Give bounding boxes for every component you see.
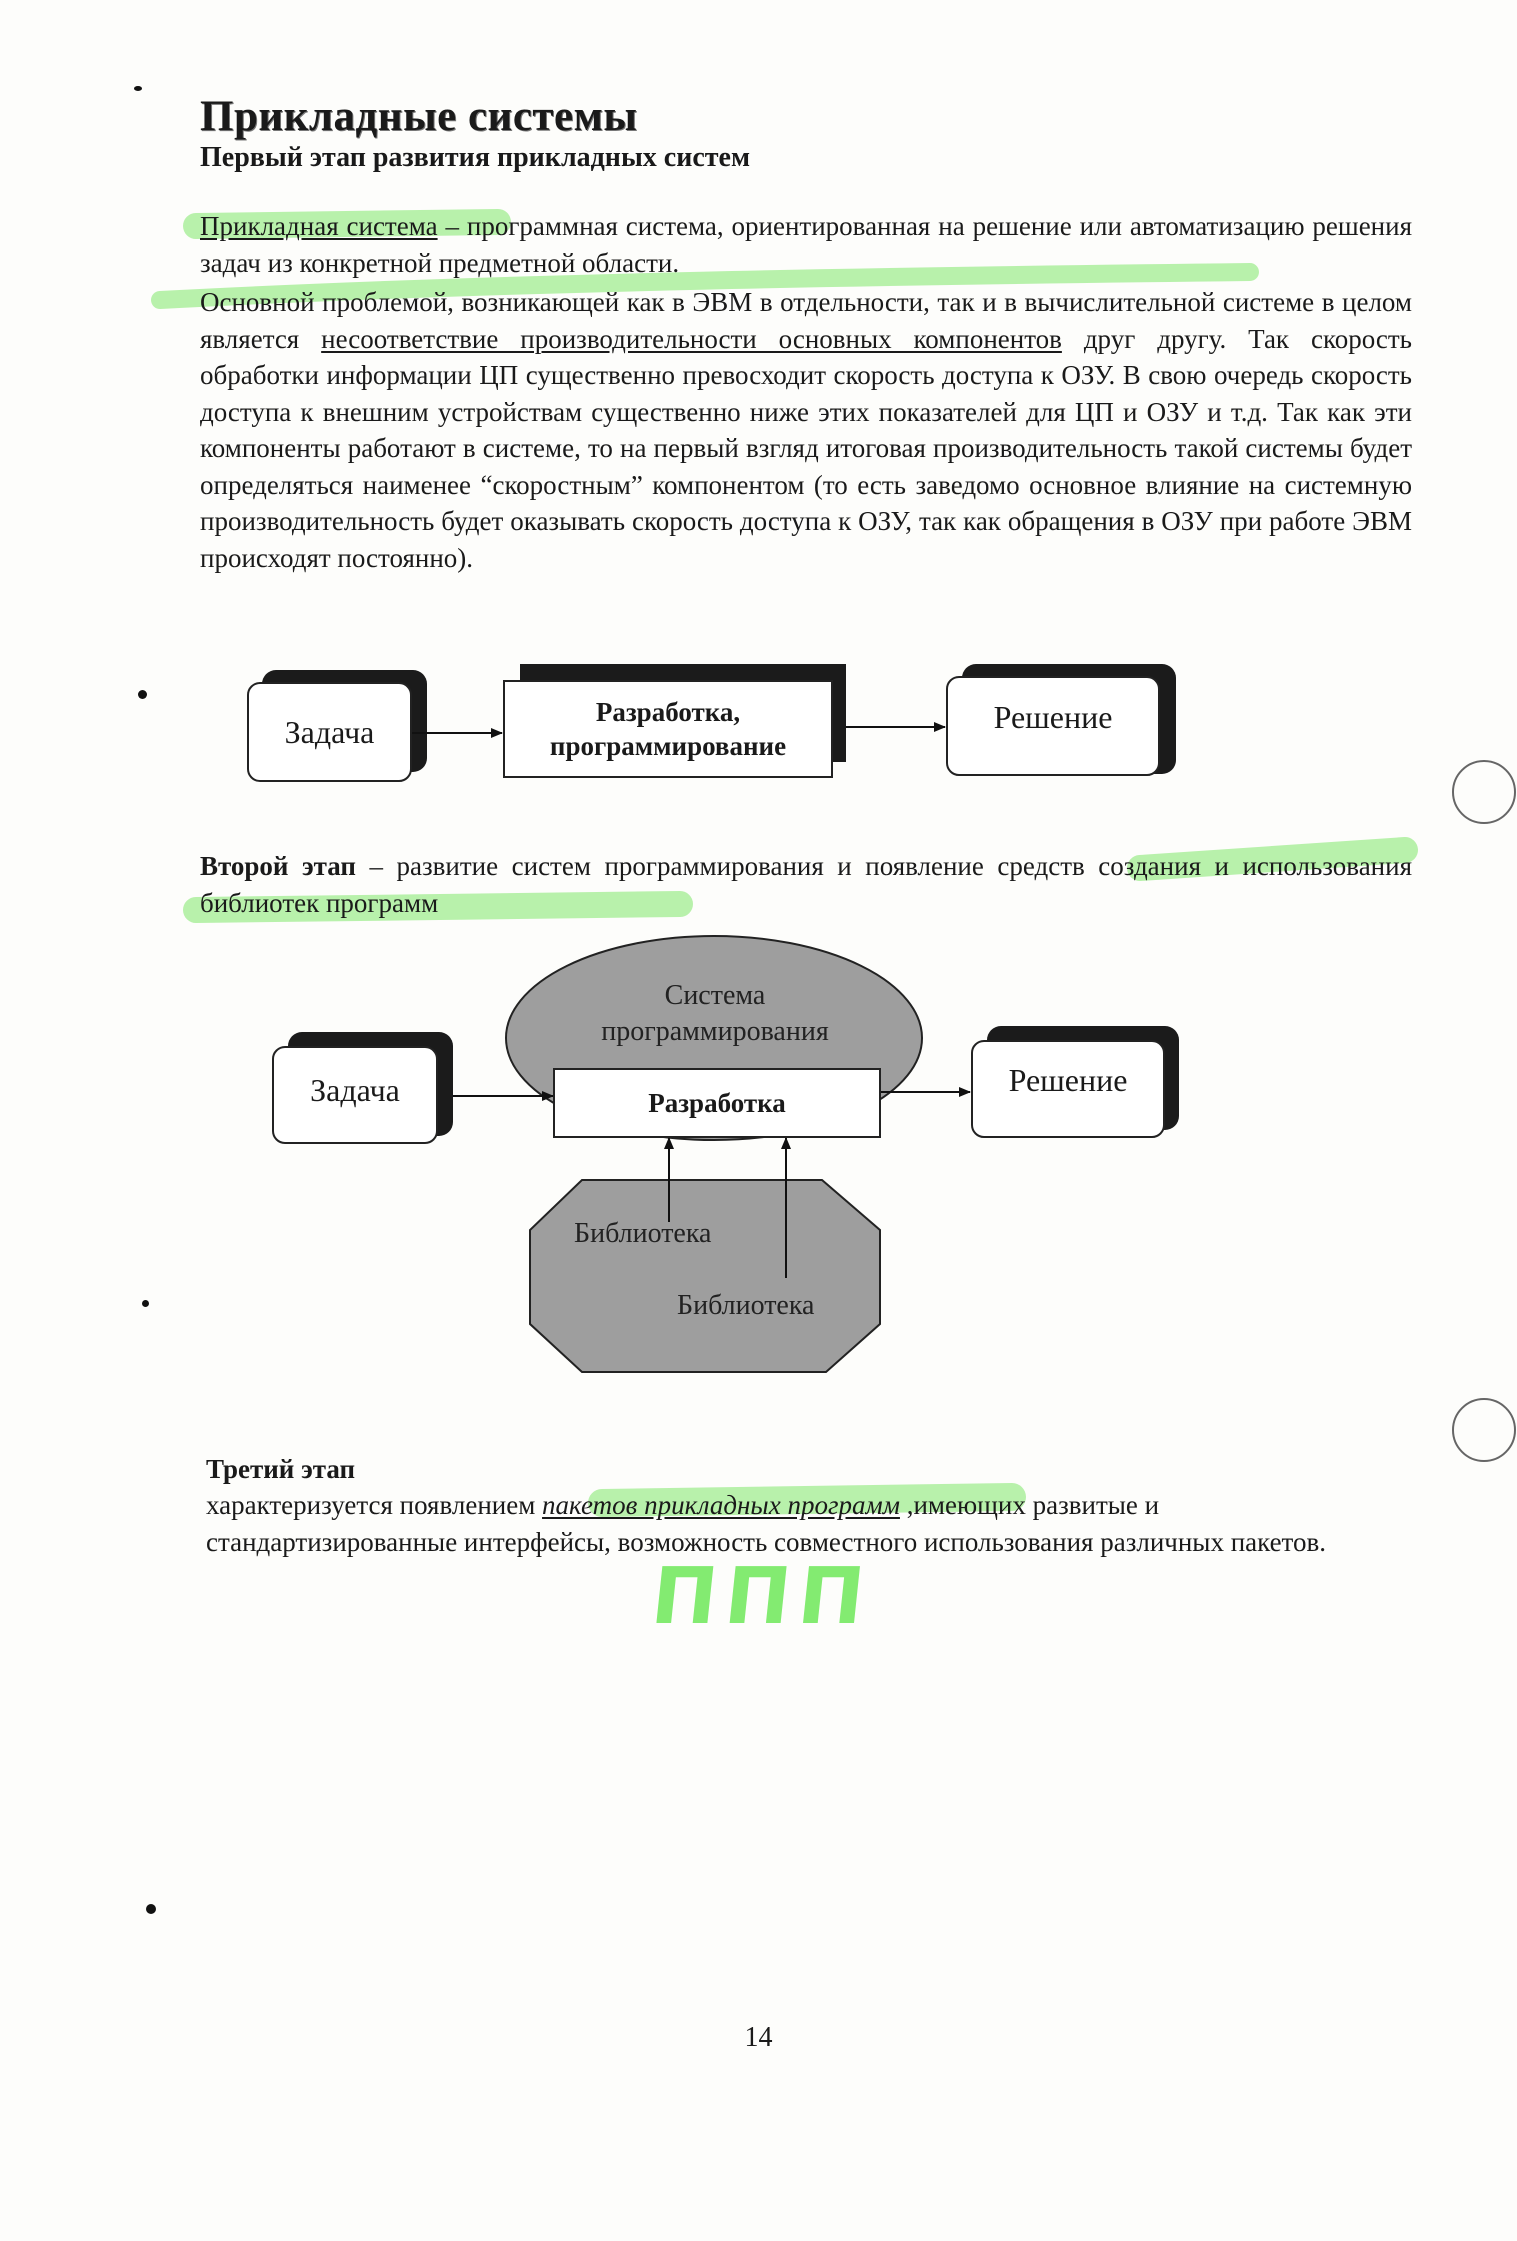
page-title: Прикладные системы [200, 93, 638, 140]
stage3-text-before: характеризуется появлением [206, 1490, 543, 1520]
binder-dot-1 [134, 86, 142, 91]
problem-text-before: Основной проблемой, возникающей как в ЭВМ в отдельности, так и в вычислительной системе в целом является [200, 287, 1412, 354]
development-line2: программирование [549, 731, 787, 761]
definition-text: – программная система, ориентированная на решение или автоматизацию решения задач из конкретной предметной области. [200, 211, 1412, 278]
stage3-term: пакетов прикладных программ [542, 1490, 900, 1520]
task2-box: Задача [272, 1046, 438, 1144]
handwritten-note: ППП [647, 1552, 877, 1642]
problem-text-after: друг другу. Так скорость обработки информации ЦП существенно превосходит скорость доступа к ОЗУ. В свою очередь скорость доступа к внешним устройствам существенно ниже этих показателей для ЦП и ОЗУ и т.д. Так как эти компоненты работают в системе, то на первый взгляд итоговая производительность такой системы будет определяться наименее “скоростным” компонентом (то есть заведомо основное влияние на системную производительность будет оказывать скорость доступа к ОЗУ, так как обращения в ОЗУ при работе ЭВМ происходят постоянно). [200, 323, 1412, 573]
programming-system-line1: Система [664, 980, 766, 1011]
solution2-box: Решение [971, 1040, 1165, 1138]
library-label-1: Библиотека [574, 1218, 712, 1249]
page-number: 14 [744, 2022, 773, 2053]
library-label-2: Библиотека [677, 1290, 815, 1321]
stage3-paragraph [206, 1487, 1406, 1560]
binder-dot-3 [142, 1300, 149, 1307]
solution-box: Решение [946, 676, 1160, 776]
development2-box: Разработка [553, 1068, 881, 1138]
task-box: Задача [247, 682, 412, 782]
term-applied-system: Прикладная система [200, 211, 438, 241]
binder-dot-2 [138, 690, 147, 699]
punch-hole-2 [1452, 1398, 1516, 1462]
problem-underlined: несоответствие производительности основных компонентов [321, 323, 1062, 354]
page-subtitle: Первый этап развития прикладных систем [200, 142, 751, 173]
stage3-text-after: ,имеющих развитые и стандартизированные интерфейсы, возможность совместного использования различных пакетов. [206, 1490, 1326, 1557]
stage2-text: – развитие систем программирования и появление средств создания и использования библиотек программ [200, 851, 1412, 918]
punch-hole-1 [1452, 760, 1516, 824]
stage3-label: Третий этап [206, 1454, 356, 1484]
stage2-label: Второй этап [200, 851, 356, 881]
development-line1: Разработка, [595, 697, 741, 727]
library-octagon [530, 1180, 880, 1372]
programming-system-line2: программирования [601, 1016, 829, 1047]
binder-dot-4 [146, 1904, 156, 1914]
